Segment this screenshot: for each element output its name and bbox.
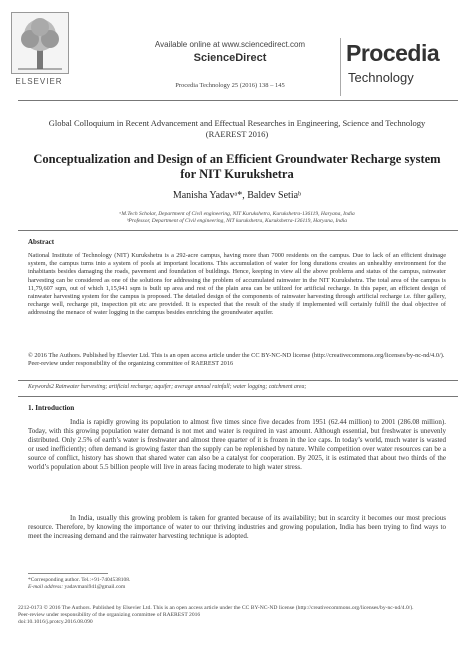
authors: Manisha Yadavᵃ*, Baldev Setiaᵇ <box>172 190 302 201</box>
keywords-bottom-rule <box>18 396 458 397</box>
corresponding-author: *Corresponding author. Tel.:+91-7404538108. <box>28 577 131 583</box>
journal-reference: Procedia Technology 25 (2016) 138 – 145 <box>175 82 285 89</box>
bottom-matter <box>18 605 458 627</box>
bottom-peer-review: Peer-review under responsibility of the organizing committee of RAEREST 2016 <box>18 612 201 619</box>
conference-name: Global Colloquium in Recent Advancement and Effectual Researches in Engineering, Science and Technology (RAEREST 2016) <box>48 118 426 139</box>
affiliations <box>30 211 444 225</box>
intro-paragraph-1: India is rapidly growing its population to almost five times since five decades from 1951 (62.44 million) to 2001 (286.08 million). Today, with this growing population water demand is not met and water is required in vast amount. Although essential, but freshwater is unevenly distributed. Only 2.5% of earth’s water is freshwater and almost three quarter of it is frozen in the ice caps. In today’s world, much water is wasted or used inefficiently; often demand is growing faster than the supply can be replenished by nature. While competition over water resources can be a source of conflict, history has shown that shared water can also be a catalyst for cooperation. By 2025, it is estimated that about two thirds of the world’s population about 5.5 billion people will live in areas facing moderate to high water stress. <box>28 418 446 471</box>
copyright-line[interactable]: © 2016 The Authors. Published by Elsevier Ltd. This is an open access article under the CC BY-NC-ND license (http://creativecommons.org/licenses/by-nc-nd/4.0/). <box>28 352 445 359</box>
footnote <box>28 577 328 591</box>
elsevier-logo <box>8 12 70 90</box>
available-online[interactable]: Available online at www.sciencedirect.com <box>154 40 306 49</box>
elsevier-tree-icon <box>11 12 69 74</box>
email-address[interactable]: yadavmani941@gmail.com <box>64 584 126 590</box>
email-label: E-mail address: <box>28 584 64 590</box>
doi-line[interactable]: doi:10.1016/j.protcy.2016.08.090 <box>18 619 93 626</box>
abstract-text: National Institute of Technology (NIT) Kurukshetra is a 292-acre campus, having more than 7000 residents on the campus. Due to lack of an efficient drainage system, the campus turns into a system of pools at important locations. This accumulation of water for long durations creates an unhealthy environment for the inhabitants besides damaging the roads, pavement and foundation of buildings. Hence, keeping in view all the above problems and status of the campus, rainwater harvesting can be considered as one of the solutions for addressing the problem of accumulated rainwater in the NIT Kurukshetra. The total area of the campus is 11,79,607 sqm, out of which 1,15,941 sqm is built up area and rest of the plain area can be utilized for artificial recharge. In this paper, an efficient design of rainwater harvesting system for the campus is proposed. The detailed design of the components of rainwater harvesting through artificial recharge i.e. filter gallery, recharge well, recharge pit, inspection pit etc are provided. It is expected that the result of the study if implemented will certainly fulfill the dual objective of addressing the menace of water logging in the campus besides enriching the groundwater aquifer. <box>28 252 446 317</box>
intro-paragraph-2: In India, usually this growing problem is taken for granted because of its availability; but in scarcity it becomes our most precious resource. Therefore, by knowing the importance of water to our thriving industries and growing population, India has been trying to find ways to meet the increasing demand and the rainwater harvesting technique is adopted. <box>28 514 446 540</box>
publisher-name: ELSEVIER <box>15 77 63 86</box>
paper-title: Conceptualization and Design of an Efficient Groundwater Recharge system for NIT Kurukshetra <box>33 152 441 181</box>
abstract-top-rule <box>18 230 458 231</box>
sciencedirect-logo[interactable]: ScienceDirect <box>193 52 267 64</box>
email-line <box>28 584 328 591</box>
affiliation-a: ᵃM.Tech Scholar, Department of Civil engineering, NIT Kurukshetra, Kurukshetra-136119, Haryana, India <box>119 211 355 217</box>
procedia-logo: Procedia <box>346 40 440 66</box>
header-rule <box>18 100 458 101</box>
technology-label: Technology <box>348 70 414 85</box>
keywords: Keywords2 Rainwater harvesting; artificial recharge; aquifer; average annual rainfall; water logging; catchment area; <box>28 384 307 390</box>
section-heading: 1. Introduction <box>28 404 75 412</box>
footnote-rule <box>28 573 108 574</box>
abstract-copyright <box>28 352 446 368</box>
affiliation-b: ᵇProfessor, Department of Civil engineering, NIT kurukshetra, Kurukshetra-136119, Haryana, India <box>126 218 348 224</box>
keywords-top-rule <box>18 380 458 381</box>
issn-line[interactable]: 2212-0173 © 2016 The Authors. Published by Elsevier Ltd. This is an open access article under the CC BY-NC-ND license (http://creativecommons.org/licenses/by-nc-nd/4.0/). <box>18 605 414 611</box>
peer-review-line: Peer-review under responsibility of the organizing committee of RAEREST 2016 <box>28 360 234 368</box>
abstract-heading: Abstract <box>28 238 55 246</box>
